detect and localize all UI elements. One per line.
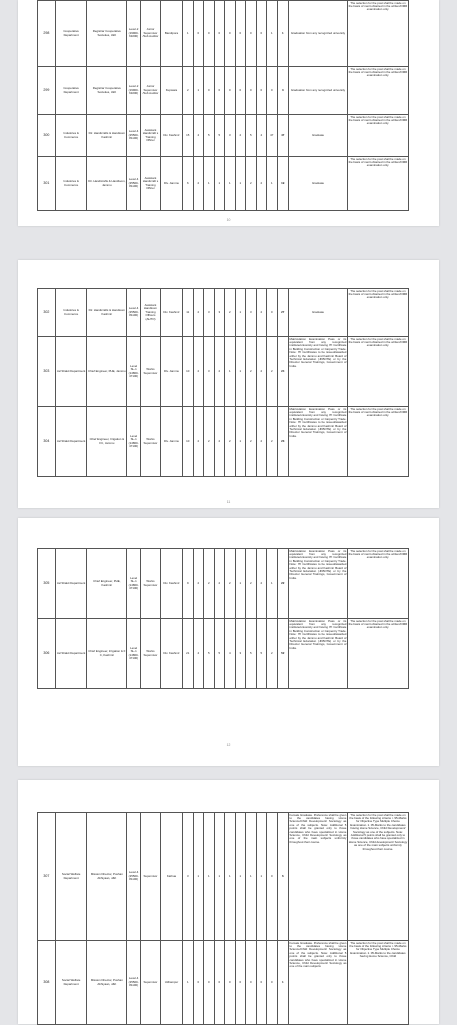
indenter-cell: Chief Engineer, Irrigation & F C, Kashmir: [87, 619, 127, 689]
qualification-cell: Matriculation Examination Pass or its equivalent from any recognized institute/university and having ITI Certificate in Building Construction or Carpentry Trade. Note: ITI Certificates to be issued/awarded either by the Jammu and Kashmir Board of Technical Education (JKBOTE) or by the Director General Trainings, Government of India.: [289, 407, 348, 477]
qualification-cell: Matriculation Examination Pass or its equivalent from any recognized institute/university and having ITI Certificate in Building Construction or Carpentry Trade. Note: ITI Certificates to be issued/awarded either by the Jammu and Kashmir Board of Technical Education (JKBOTE) or by the Director General Trainings, Government of India.: [289, 337, 348, 407]
count-cell: 1: [225, 157, 236, 211]
count-cell: 1: [235, 813, 246, 941]
count-cell: 4: [256, 115, 267, 157]
qualification-cell: Graduation from any recognized university: [289, 1, 348, 67]
count-cell: 0: [204, 941, 215, 1025]
count-cell: 4: [225, 619, 236, 689]
posts-table: [37, 288, 409, 477]
pay-level-cell: Level-4 (25500-81100): [127, 941, 141, 1025]
count-cell: 1: [235, 157, 246, 211]
indenter-cell: Registrar Cooperative Societies, J&K: [87, 1, 127, 67]
count-cell: 47: [267, 115, 278, 157]
count-cell: 1: [214, 157, 225, 211]
department-cell: Jal Shakti Department: [55, 549, 87, 619]
count-cell: 0: [267, 813, 278, 941]
count-cell: 2: [214, 549, 225, 619]
count-cell: 2: [267, 619, 278, 689]
post-name-cell: Assistant Handloom Training Officers (AHTO): [140, 289, 160, 337]
count-cell: 1: [235, 407, 246, 477]
count-cell: 2: [256, 407, 267, 477]
serial-number: 302: [38, 289, 56, 337]
count-cell: 1: [235, 337, 246, 407]
total-cell: 23: [277, 407, 289, 477]
department-cell: Cooperative Department: [55, 1, 87, 67]
count-cell: 5: [204, 115, 215, 157]
qualification-cell: Graduation from any recognized university: [289, 67, 348, 115]
table-row: [38, 115, 409, 157]
indenter-cell: Dir. Handicrafts & Handloom, Jammu: [87, 157, 127, 211]
count-cell: 2: [256, 337, 267, 407]
table-row: [38, 813, 409, 941]
document-page-1: [18, 0, 439, 226]
count-cell: 9: [183, 549, 194, 619]
page-number: 11: [226, 500, 231, 504]
post-name-cell: Works Supervisor: [140, 619, 160, 689]
count-cell: 0: [235, 1, 246, 67]
district-cell: Div. Kashmir: [160, 289, 182, 337]
count-cell: 0: [225, 1, 236, 67]
count-cell: 3: [204, 289, 215, 337]
count-cell: 3: [204, 337, 215, 407]
indenter-cell: Mission Director, Poshan Abhiyaan, J&K: [87, 813, 127, 941]
count-cell: 2: [214, 407, 225, 477]
count-cell: 2: [246, 157, 257, 211]
count-cell: 0: [256, 67, 267, 115]
district-cell: Div. Jammu: [160, 157, 182, 211]
count-cell: 0: [214, 941, 225, 1025]
table-row: [38, 67, 409, 115]
count-cell: 10: [183, 407, 194, 477]
total-cell: 19: [277, 157, 289, 211]
count-cell: 0: [246, 67, 257, 115]
count-cell: 3: [246, 289, 257, 337]
district-cell: Div. Kashmir: [160, 549, 182, 619]
count-cell: 0: [267, 67, 278, 115]
count-cell: 0: [267, 289, 278, 337]
serial-number: 304: [38, 407, 56, 477]
count-cell: 1: [235, 289, 246, 337]
count-cell: 0: [193, 1, 204, 67]
count-cell: 1: [193, 813, 204, 941]
department-cell: Jal Shakti Department: [55, 619, 87, 689]
count-cell: 1: [235, 549, 246, 619]
department-cell: Jal Shakti Department: [55, 407, 87, 477]
table-row: [38, 1, 409, 67]
count-cell: 5: [246, 115, 257, 157]
count-cell: 1: [225, 813, 236, 941]
total-cell: 6: [277, 813, 289, 941]
department-cell: Industries & Commerce: [55, 157, 87, 211]
selection-criteria-cell: The selection for the post shall be made on the basis of the following criteria: i. 95-Marks for Objective Type Multiple Choice Examination. ii. 05-Marks to the candidates having Home Science, Child Development/ Sociology as one of the subjects. Note: Additional 5 points shall be granted only to those candidates who have specialized in Home Science, Child development/ Sociology as one of the main subjects uniformly throughout their course.: [347, 813, 408, 941]
count-cell: 0: [225, 67, 236, 115]
total-cell: 22: [277, 549, 289, 619]
pay-level-cell: Level-4 (25500-81100): [127, 813, 141, 941]
count-cell: 0: [204, 1, 215, 67]
count-cell: 2: [225, 549, 236, 619]
count-cell: 0: [256, 941, 267, 1025]
department-cell: Industries & Commerce: [55, 289, 87, 337]
table-row: [38, 619, 409, 689]
selection-criteria-cell: The selection for the post shall be made on the basis of merit obtained in the written/OMR examination only.: [347, 67, 408, 115]
selection-criteria-cell: The selection for the post shall be made on the basis of merit obtained in the written/OMR examination only.: [347, 115, 408, 157]
department-cell: Industries & Commerce: [55, 115, 87, 157]
count-cell: 3: [183, 813, 194, 941]
count-cell: 1: [267, 157, 278, 211]
count-cell: 2: [225, 289, 236, 337]
count-cell: 2: [225, 407, 236, 477]
selection-criteria-cell: The selection for the post shall be made on the basis of merit obtained in the written/OMR examination only.: [347, 407, 408, 477]
pay-level-cell: Level SL-1 (14800-47100): [127, 549, 141, 619]
count-cell: 2: [235, 115, 246, 157]
count-cell: 6: [183, 157, 194, 211]
qualification-cell: Female Graduate. Preference shall be given to the candidates having Home Science/Child Development/ Sociology as one of the subjects. Note: Additional 5 points shall be granted only to those candidates who have specialized in Home Science, Child Development/ Sociology as one of the main subjects uniformly throughout their course.: [289, 813, 348, 941]
serial-number: 298: [38, 1, 56, 67]
post-name-cell: Junior Supervisor /Sub Auditor: [140, 67, 160, 115]
posts-table: [37, 548, 409, 689]
indenter-cell: Chief Engineer, PHE, Jammu: [87, 337, 127, 407]
total-cell: 52: [277, 619, 289, 689]
district-cell: Div. Kashmir: [160, 619, 182, 689]
district-cell: Kupwara: [160, 67, 182, 115]
count-cell: 0: [225, 941, 236, 1025]
pay-level-cell: Level-4 (25500-81100): [127, 157, 141, 211]
district-cell: Bandipora: [160, 1, 182, 67]
count-cell: 0: [204, 67, 215, 115]
count-cell: 1: [193, 67, 204, 115]
district-cell: Div. Jammu: [160, 337, 182, 407]
post-name-cell: Supervisor: [140, 813, 160, 941]
indenter-cell: Mission Director, Poshan Abhiyaan, J&K: [87, 941, 127, 1025]
indenter-cell: Chief Engineer, PHE, Kashmir: [87, 549, 127, 619]
total-cell: 1: [277, 1, 289, 67]
count-cell: 2: [256, 549, 267, 619]
department-cell: Social Welfare Department: [55, 941, 87, 1025]
count-cell: 2: [246, 407, 257, 477]
table-row: [38, 157, 409, 211]
count-cell: 1: [267, 1, 278, 67]
count-cell: 2: [193, 289, 204, 337]
count-cell: 2: [214, 337, 225, 407]
table-row: [38, 407, 409, 477]
selection-criteria-cell: The selection for the post shall be made on the basis of merit obtained in the written/OMR examination only.: [347, 157, 408, 211]
department-cell: Social Welfare Department: [55, 813, 87, 941]
count-cell: 2: [256, 157, 267, 211]
posts-table: [37, 812, 409, 1025]
count-cell: 1: [214, 813, 225, 941]
count-cell: 0: [214, 1, 225, 67]
count-cell: 2: [267, 407, 278, 477]
count-cell: 1: [183, 1, 194, 67]
indenter-cell: Chief Engineer, Irrigation & FC, Jammu: [87, 407, 127, 477]
document-page-3: [18, 518, 439, 766]
posts-table: [37, 0, 409, 211]
post-name-cell: Supervisor: [140, 941, 160, 1025]
count-cell: 15: [183, 115, 194, 157]
pay-level-cell: Level SL-1 (14800-47100): [127, 337, 141, 407]
document-page-2: [18, 260, 439, 508]
count-cell: 1: [183, 941, 194, 1025]
selection-criteria-cell: The selection for the post shall be made on the basis of the following criteria: i. 95-Marks for Objective Type Multiple Choice Examination. ii. 05-Marks to the candidates having Home Science, Child: [347, 941, 408, 1025]
count-cell: 2: [204, 407, 215, 477]
count-cell: 3: [225, 115, 236, 157]
count-cell: 0: [246, 1, 257, 67]
count-cell: 2: [246, 549, 257, 619]
qualification-cell: Graduate: [289, 115, 348, 157]
qualification-cell: Graduate: [289, 289, 348, 337]
serial-number: 307: [38, 813, 56, 941]
table-row: [38, 941, 409, 1025]
indenter-cell: Dir. Handicrafts & Handloom Kashmir: [87, 289, 127, 337]
total-cell: 3: [277, 67, 289, 115]
selection-criteria-cell: The selection for the post shall be made on the basis of merit obtained in the written/OMR examination only.: [347, 1, 408, 67]
count-cell: 5: [246, 619, 257, 689]
total-cell: 47: [277, 115, 289, 157]
selection-criteria-cell: The selection for the post shall be made on the basis of merit obtained in the written/OMR examination only.: [347, 289, 408, 337]
post-name-cell: Assistant Handicraft s Training Officer: [140, 157, 160, 211]
qualification-cell: Graduate: [289, 157, 348, 211]
count-cell: 2: [183, 67, 194, 115]
count-cell: 10: [183, 337, 194, 407]
count-cell: 4: [193, 619, 204, 689]
count-cell: 0: [256, 1, 267, 67]
selection-criteria-cell: The selection for the post shall be made on the basis of merit obtained in the written/OMR examination only.: [347, 337, 408, 407]
post-name-cell: Assistant Handicraft s Training Officer: [140, 115, 160, 157]
count-cell: 2: [267, 337, 278, 407]
count-cell: 0: [267, 941, 278, 1025]
table-row: [38, 549, 409, 619]
pay-level-cell: Level-4 (25500-81100): [127, 115, 141, 157]
pay-level-cell: Level SL-1 (14800-47100): [127, 407, 141, 477]
table-row: [38, 337, 409, 407]
serial-number: 306: [38, 619, 56, 689]
count-cell: 1: [256, 813, 267, 941]
count-cell: 2: [204, 549, 215, 619]
count-cell: 2: [256, 289, 267, 337]
count-cell: 4: [193, 115, 204, 157]
table-row: [38, 289, 409, 337]
count-cell: 1: [246, 813, 257, 941]
department-cell: Cooperative Department: [55, 67, 87, 115]
district-cell: Kathua: [160, 813, 182, 941]
count-cell: 1: [204, 157, 215, 211]
pay-level-cell: Level-2 (19900-63200): [127, 67, 141, 115]
qualification-cell: Matriculation Examination Pass or its equivalent from any recognized institute/university and having ITI Certificate in Building Construction or Carpentry Trade. Note: ITI Certificates to be issued/awarded either by the Jammu and Kashmir Board of Technical Education (JKBOTE) or by the Director General Trainings, Government of India.: [289, 619, 348, 689]
district-cell: Div. Jammu: [160, 407, 182, 477]
page-number: 12: [226, 743, 231, 747]
count-cell: 0: [214, 67, 225, 115]
post-name-cell: Junior Supervisor /Sub Auditor: [140, 1, 160, 67]
count-cell: 1: [204, 813, 215, 941]
count-cell: 5: [204, 619, 215, 689]
count-cell: 0: [235, 941, 246, 1025]
count-cell: 21: [183, 619, 194, 689]
indenter-cell: Dir. Handicrafts & Handloom Kashmir: [87, 115, 127, 157]
total-cell: 1: [277, 941, 289, 1025]
count-cell: 1: [267, 549, 278, 619]
count-cell: 5: [214, 115, 225, 157]
selection-criteria-cell: The selection for the post shall be made on the basis of merit obtained in the written/OMR examination only.: [347, 549, 408, 619]
post-name-cell: Works Supervisor: [140, 549, 160, 619]
pay-level-cell: Level SL-1 (14800-47100): [127, 619, 141, 689]
serial-number: 303: [38, 337, 56, 407]
count-cell: 0: [246, 941, 257, 1025]
serial-number: 300: [38, 115, 56, 157]
serial-number: 299: [38, 67, 56, 115]
count-cell: 0: [235, 67, 246, 115]
serial-number: 305: [38, 549, 56, 619]
indenter-cell: Registrar Cooperative Societies, J&K: [87, 67, 127, 115]
selection-criteria-cell: The selection for the post shall be made on the basis of merit obtained in the written/OMR examination only.: [347, 619, 408, 689]
post-name-cell: Works Supervisor: [140, 407, 160, 477]
count-cell: 2: [193, 337, 204, 407]
count-cell: 5: [256, 619, 267, 689]
pay-level-cell: Level-4 (25500-81100): [127, 289, 141, 337]
count-cell: 2: [193, 157, 204, 211]
serial-number: 301: [38, 157, 56, 211]
count-cell: 2: [246, 337, 257, 407]
total-cell: 24: [277, 337, 289, 407]
pay-level-cell: Level-2 (19900-63200): [127, 1, 141, 67]
count-cell: 11: [183, 289, 194, 337]
district-cell: Div. Kashmir: [160, 115, 182, 157]
district-cell: Udhampur: [160, 941, 182, 1025]
document-page-4: [18, 780, 439, 1024]
count-cell: 2: [193, 549, 204, 619]
count-cell: 2: [193, 407, 204, 477]
count-cell: 3: [214, 289, 225, 337]
post-name-cell: Works Supervisor: [140, 337, 160, 407]
qualification-cell: Female Graduate. Preference shall be given to the candidates having Home Science/Child Development/ Sociology as one of the subjects. Note: Additional 5 points shall be granted only to those candidates who have specialized in Home Science, Child Development/ Sociology as one of the main subjects: [289, 941, 348, 1025]
count-cell: 1: [225, 337, 236, 407]
count-cell: 5: [214, 619, 225, 689]
serial-number: 308: [38, 941, 56, 1025]
count-cell: 3: [235, 619, 246, 689]
qualification-cell: Matriculation Examination Pass or its equivalent from any recognized institute/university and having ITI Certificate in Building Construction or Carpentry Trade. Note: ITI Certificates to be issued/awarded either by the Jammu and Kashmir Board of Technical Education (JKBOTE) or by the Director General Trainings, Government of India.: [289, 549, 348, 619]
department-cell: Jal Shakti Department: [55, 337, 87, 407]
page-number: 10: [226, 218, 231, 222]
total-cell: 27: [277, 289, 289, 337]
count-cell: 0: [193, 941, 204, 1025]
